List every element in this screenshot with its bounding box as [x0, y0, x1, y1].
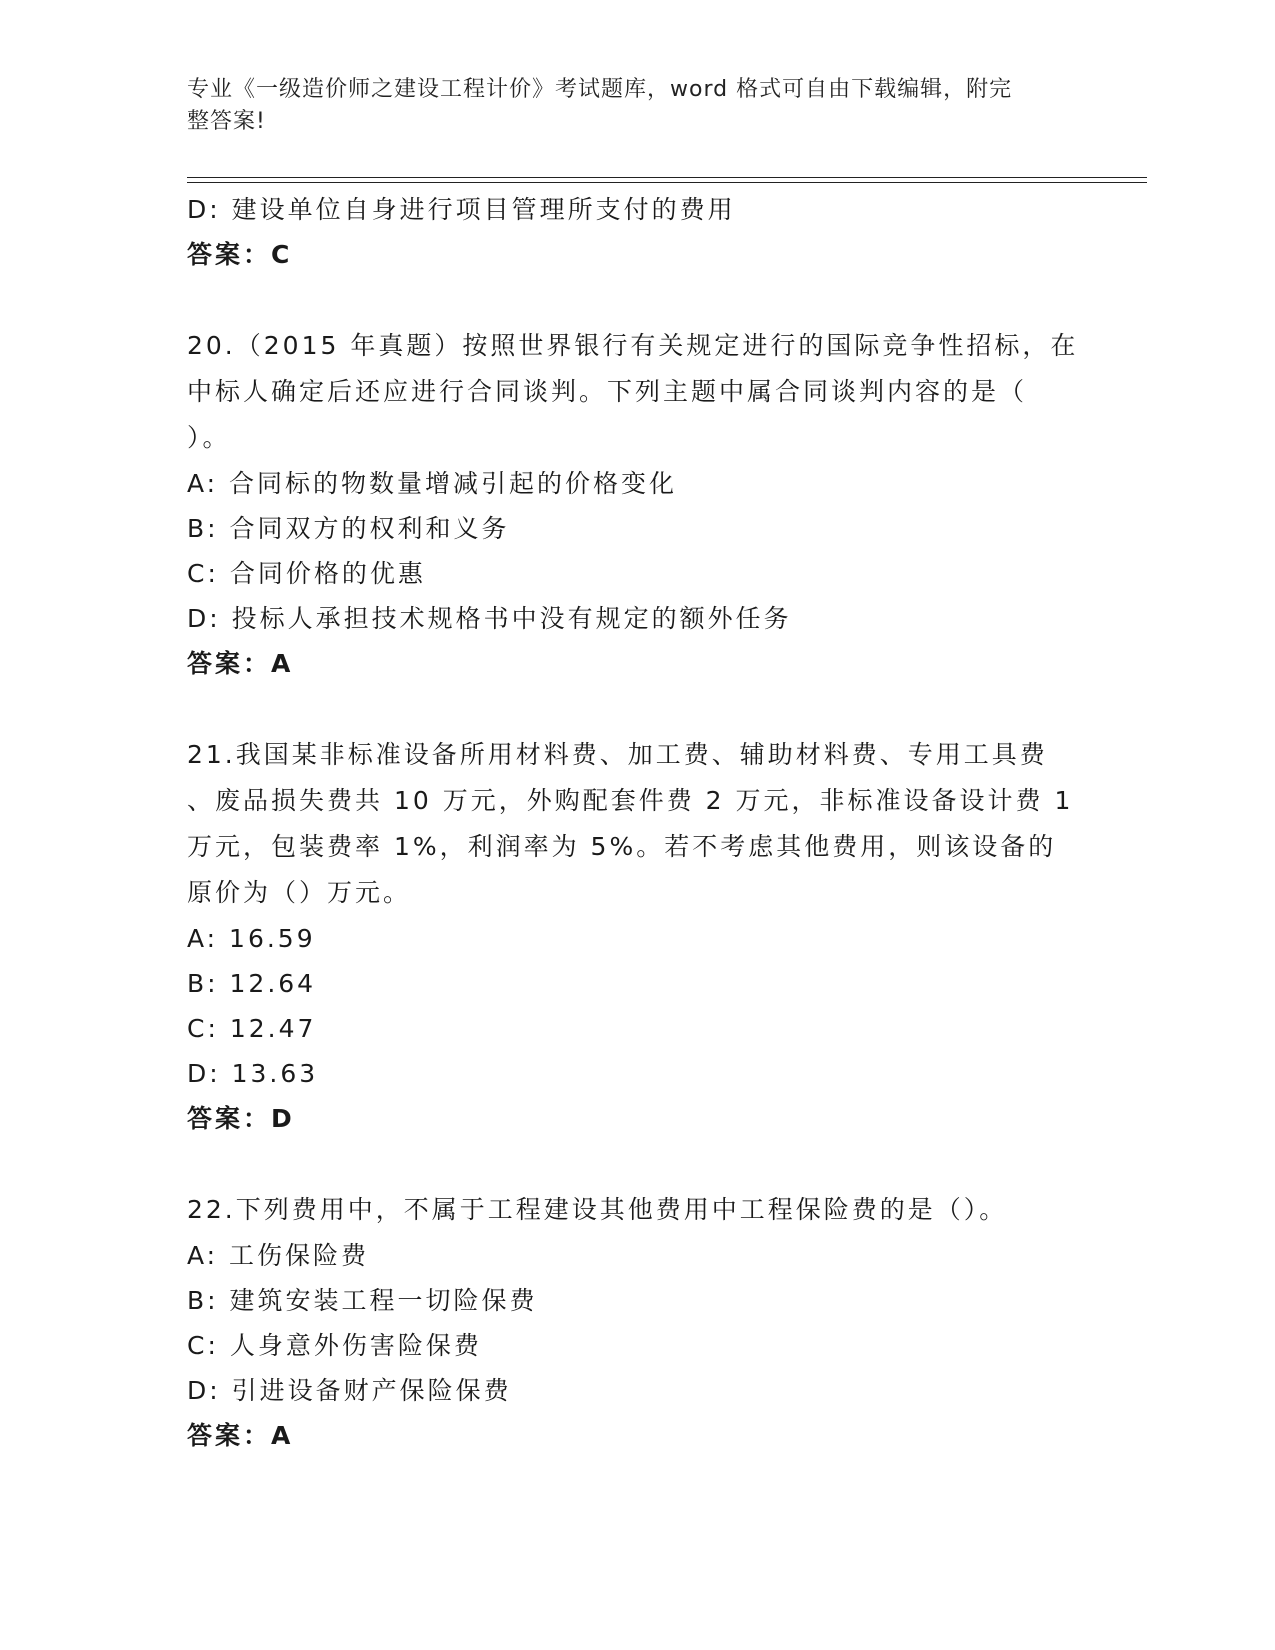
- page-header: [187, 74, 1067, 138]
- option-d: D: 13.63: [187, 1059, 319, 1088]
- option-c: C: 12.47: [187, 1014, 317, 1043]
- option-a: A: 工伤保险费: [187, 1241, 370, 1270]
- question-22: [187, 1187, 1087, 1458]
- prev-question-answer: 答案：C: [187, 240, 293, 269]
- header-line-2: 整答案!: [187, 109, 266, 134]
- option-b: B: 建筑安装工程一切险保费: [187, 1286, 538, 1315]
- option-c: C: 合同价格的优惠: [187, 559, 426, 588]
- option-c: C: 人身意外伤害险保费: [187, 1331, 482, 1360]
- answer-line: 答案：A: [187, 1421, 294, 1450]
- answer-line: 答案：A: [187, 649, 294, 678]
- option-a: A: 16.59: [187, 924, 316, 953]
- question-stem-line: 原价为（）万元。: [187, 878, 412, 907]
- option-d: D: 引进设备财产保险保费: [187, 1376, 512, 1405]
- answer-line: 答案：D: [187, 1104, 295, 1133]
- question-content: [187, 187, 1087, 1458]
- question-stem-line: 、废品损失费共 10 万元，外购配套件费 2 万元，非标准设备设计费 1: [187, 786, 1074, 815]
- option-b: B: 12.64: [187, 969, 317, 998]
- option-a: A: 合同标的物数量增减引起的价格变化: [187, 469, 678, 498]
- header-divider-top: [187, 177, 1147, 178]
- question-20: [187, 323, 1087, 686]
- question-stem-line: 20.（2015 年真题）按照世界银行有关规定进行的国际竞争性招标，在: [187, 331, 1079, 360]
- header-divider-bottom: [187, 182, 1147, 183]
- option-b: B: 合同双方的权利和义务: [187, 514, 510, 543]
- question-stem-line: 21.我国某非标准设备所用材料费、加工费、辅助材料费、专用工具费: [187, 740, 1048, 769]
- question-21: [187, 732, 1087, 1141]
- option-d: D: 投标人承担技术规格书中没有规定的额外任务: [187, 604, 792, 633]
- question-stem-line: 中标人确定后还应进行合同谈判。下列主题中属合同谈判内容的是（: [187, 377, 1028, 406]
- prev-question-option-d: D: 建设单位自身进行项目管理所支付的费用: [187, 195, 736, 224]
- question-stem-line: 22.下列费用中，不属于工程建设其他费用中工程保险费的是（）。: [187, 1195, 1008, 1224]
- question-stem-line: 万元，包装费率 1%，利润率为 5%。若不考虑其他费用，则该设备的: [187, 832, 1057, 861]
- header-line-1: 专业《一级造价师之建设工程计价》考试题库，word 格式可自由下载编辑，附完: [187, 77, 1013, 102]
- question-stem-line: ）。: [187, 423, 231, 452]
